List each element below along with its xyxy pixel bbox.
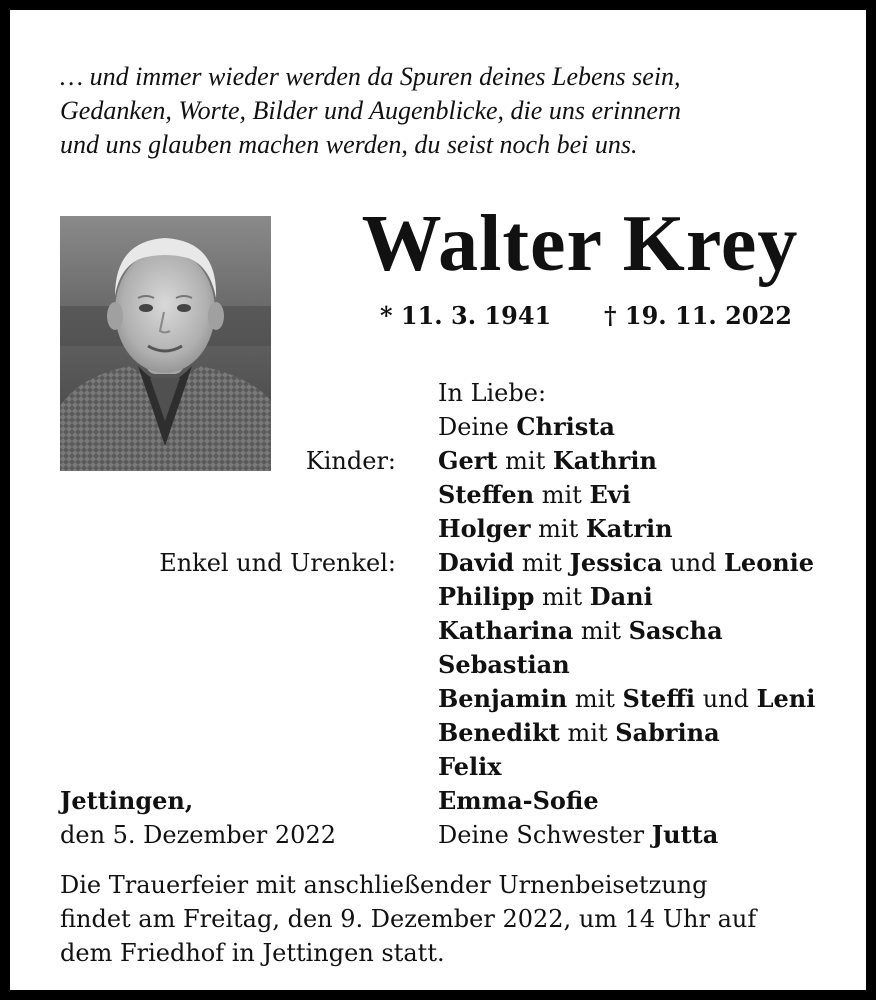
child-row: Gert mit Kathrin: [438, 446, 657, 475]
notice-line-2: findet am Freitag, den 9. Dezember 2022, um 14 Uhr auf: [60, 905, 757, 933]
quote-line-1: … und immer wieder werden da Spuren deines Lebens sein,: [60, 62, 681, 91]
child-row: Steffen mit Evi: [438, 480, 631, 509]
grandchild-row: Katharina mit Sascha: [438, 616, 723, 645]
sister-name: Jutta: [651, 820, 719, 849]
spouse-name: Christa: [516, 412, 615, 441]
grandchild-row: Benjamin mit Steffi und Leni: [438, 684, 816, 713]
funeral-notice: [60, 868, 850, 970]
place-name: Jettingen,: [60, 786, 194, 815]
grandchildren-label: Enkel und Urenkel:: [159, 549, 396, 577]
children-label: Kinder:: [305, 447, 396, 475]
grandchild-row: David mit Jessica und Leonie: [438, 548, 815, 577]
child-row: Holger mit Katrin: [438, 514, 673, 543]
portrait-illustration: [60, 216, 271, 471]
sister-line: Deine Schwester Jutta: [438, 820, 719, 849]
family-intro: In Liebe:: [438, 379, 547, 407]
grandchild-row: Sebastian: [438, 650, 570, 679]
portrait-photo: [60, 216, 271, 471]
death-date: † 19. 11. 2022: [604, 301, 792, 330]
grandchild-row: Philipp mit Dani: [438, 582, 653, 611]
grandchild-row: Benedikt mit Sabrina: [438, 718, 720, 747]
deceased-name: Walter Krey: [361, 200, 799, 288]
memorial-quote: [60, 60, 850, 162]
grandchild-row: Emma-Sofie: [438, 786, 599, 815]
publication-date: den 5. Dezember 2022: [60, 821, 336, 849]
spouse-line: Deine Christa: [438, 412, 615, 441]
notice-line-3: dem Friedhof in Jettingen statt.: [60, 939, 445, 967]
birth-date: * 11. 3. 1941: [380, 301, 552, 330]
grandchild-row: Felix: [438, 752, 502, 781]
quote-line-2: Gedanken, Worte, Bilder und Augenblicke, die uns erinnern: [60, 96, 681, 125]
quote-line-3: und uns glauben machen werden, du seist noch bei uns.: [60, 130, 638, 159]
notice-line-1: Die Trauerfeier mit anschließender Urnenbeisetzung: [60, 871, 708, 899]
